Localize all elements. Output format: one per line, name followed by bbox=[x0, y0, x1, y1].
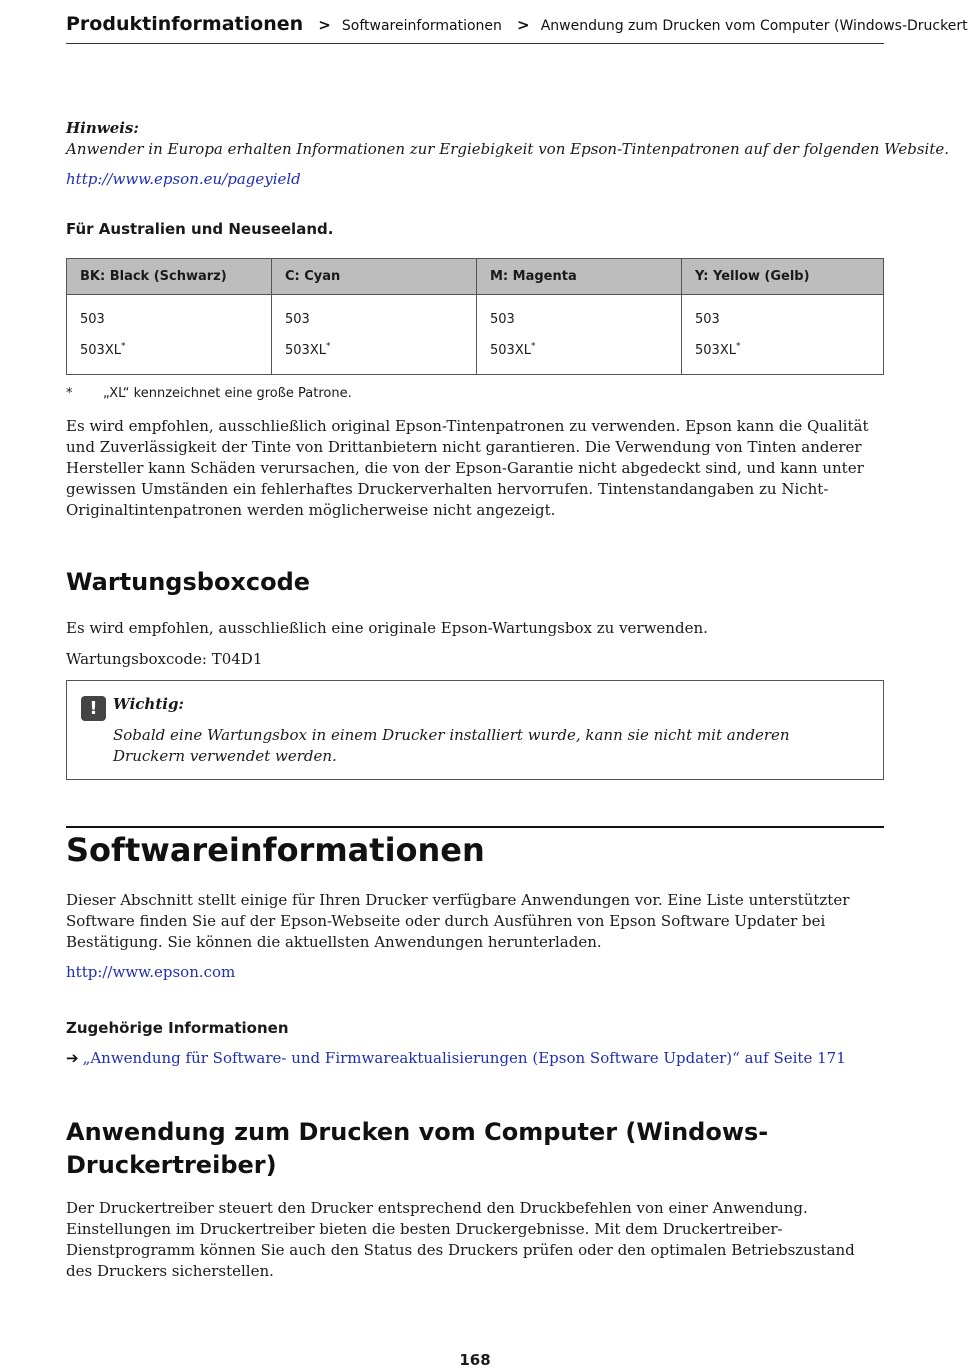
driver-paragraph: Der Druckertreiber steuert den Drucker entsprechend den Druckbefehlen von einer Anwendung. Einstellungen im Druckertreiber bieten die besten Druckergebnisse. Mit dem Druckertreiber-Dienstprogramm können Sie auch den Status des Druckers prüfen oder den optimalen Betriebszustand des Druckers sicherstellen. bbox=[66, 1199, 855, 1280]
maintenance-code: Wartungsboxcode: T04D1 bbox=[66, 650, 263, 668]
header-title: Produktinformationen bbox=[66, 13, 304, 35]
software-updater-link[interactable]: „Anwendung für Software- und Firmwareaktualisierungen (Epson Software Updater)“ auf Seite 171 bbox=[82, 1049, 846, 1067]
related-info-heading: Zugehörige Informationen bbox=[66, 1019, 289, 1037]
warning-icon: ! bbox=[81, 696, 106, 721]
cartridge-code-xl: 503XL bbox=[490, 343, 531, 358]
cartridge-code-xl: 503XL bbox=[695, 343, 736, 358]
table-cell bbox=[67, 295, 272, 375]
driver-heading bbox=[66, 1116, 768, 1182]
maintenance-text: Es wird empfohlen, ausschließlich eine originale Epson-Wartungsbox zu verwenden. bbox=[66, 619, 708, 637]
driver-heading-line2: Druckertreiber) bbox=[66, 1151, 277, 1179]
driver-heading-line1: Anwendung zum Drucken vom Computer (Windows- bbox=[66, 1118, 769, 1146]
table-cell bbox=[477, 295, 682, 375]
important-text: Sobald eine Wartungsbox in einem Drucker installiert wurde, kann sie nicht mit anderen Druckern verwendet werden. bbox=[113, 726, 790, 765]
software-paragraph: Dieser Abschnitt stellt einige für Ihren Drucker verfügbare Anwendungen vor. Eine Liste unterstützter Software finden Sie auf der Epson-Webseite oder durch Ausführen von Epson Software Updater bei Bestätigung. Sie können die aktuellsten Anwendungen herunterladen. bbox=[66, 891, 850, 951]
footnote bbox=[66, 386, 352, 401]
breadcrumb-software[interactable]: Softwareinformationen bbox=[341, 18, 502, 34]
table-header-yellow: Y: Yellow (Gelb) bbox=[682, 259, 884, 295]
cartridge-code-xl: 503XL bbox=[285, 343, 326, 358]
ink-cartridge-table bbox=[66, 258, 884, 375]
footnote-marker: * bbox=[325, 341, 331, 352]
table-cell bbox=[272, 295, 477, 375]
breadcrumb-driver[interactable]: Anwendung zum Drucken vom Computer (Windows-Druckert bbox=[540, 18, 968, 34]
table-cell bbox=[682, 295, 884, 375]
software-chapter-title: Softwareinformationen bbox=[66, 826, 884, 869]
maintenance-heading: Wartungsboxcode bbox=[66, 568, 311, 596]
table-row bbox=[67, 295, 884, 375]
cartridge-code: 503 bbox=[285, 312, 310, 327]
important-box bbox=[66, 680, 884, 780]
recommendation-paragraph: Es wird empfohlen, ausschließlich original Epson-Tintenpatronen zu verwenden. Epson kann die Qualität und Zuverlässigkeit der Tinte von Drittanbietern nicht garantieren. Die Verwendung von Tinten anderer Hersteller kann Schäden verursachen, die von der Epson-Garantie nicht abgedeckt sind, und kann unter gewissen Umständen ein fehlerhaftes Druckerverhalten hervorrufen. Tintenstandangaben zu Nicht-Originaltintenpatronen werden möglicherweise nicht angezeigt. bbox=[66, 417, 869, 519]
footnote-mark: * bbox=[66, 386, 73, 401]
footnote-marker: * bbox=[530, 341, 536, 352]
table-header-magenta: M: Magenta bbox=[477, 259, 682, 295]
note-label: Hinweis: bbox=[66, 119, 139, 137]
related-link-row[interactable] bbox=[66, 1049, 846, 1067]
epson-link[interactable]: http://www.epson.com bbox=[66, 963, 236, 981]
region-heading: Für Australien und Neuseeland. bbox=[66, 220, 334, 238]
pageyield-link[interactable]: http://www.epson.eu/pageyield bbox=[66, 170, 301, 188]
cartridge-code: 503 bbox=[490, 312, 515, 327]
table-header-cyan: C: Cyan bbox=[272, 259, 477, 295]
page-header bbox=[66, 13, 968, 44]
table-header-black: BK: Black (Schwarz) bbox=[67, 259, 272, 295]
cartridge-code: 503 bbox=[695, 312, 720, 327]
arrow-right-icon: ➔ bbox=[66, 1049, 79, 1067]
breadcrumb-separator: > bbox=[517, 16, 530, 34]
footnote-marker: * bbox=[735, 341, 741, 352]
important-label: Wichtig: bbox=[113, 695, 184, 713]
page-number: 168 bbox=[459, 1351, 491, 1369]
cartridge-code: 503 bbox=[80, 312, 105, 327]
note-text: Anwender in Europa erhalten Informationen zur Ergiebigkeit von Epson-Tintenpatronen auf der folgenden Website. bbox=[66, 140, 949, 158]
footnote-marker: * bbox=[120, 341, 126, 352]
footnote-text: „XL“ kennzeichnet eine große Patrone. bbox=[103, 386, 352, 401]
breadcrumb-separator: > bbox=[318, 16, 331, 34]
cartridge-code-xl: 503XL bbox=[80, 343, 121, 358]
